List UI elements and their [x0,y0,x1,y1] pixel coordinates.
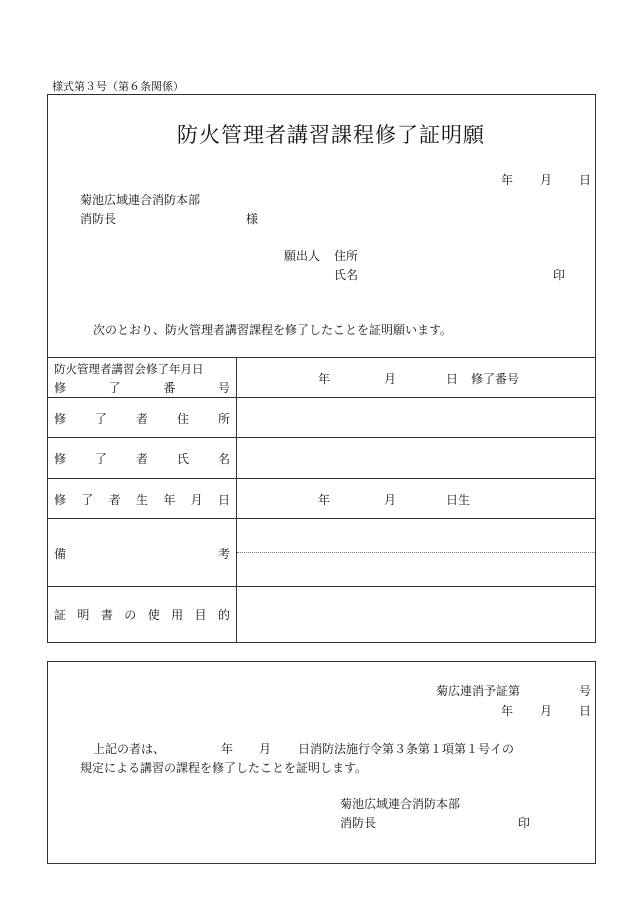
certificate-date-month: 月 [540,704,553,718]
completion-number-label: 修 了 番 号 [54,381,230,395]
certificate-text-year: 年 [221,742,234,756]
issuer-title: 消防長 [340,816,377,830]
certificate-purpose-label: 証 明 書 の 使 用 目 的 [54,608,230,622]
certificate-text-line2: 規定による講習の課程を修了したことを証明します。 [80,761,368,775]
recipient-organization: 菊池広域連合消防本部 [80,193,201,207]
completion-number-field-label: 修了番号 [471,372,520,386]
completion-date-label: 防火管理者講習会修了年月日 [54,362,204,376]
completion-day: 日 [446,372,459,386]
birth-year: 年 [318,493,331,507]
certificate-date-day: 日 [579,704,592,718]
graduate-birthdate-label: 修 了 者 生 年 月 日 [54,493,230,507]
graduate-name-label: 修 了 者 氏 名 [54,452,230,466]
certificate-date-year: 年 [501,704,514,718]
birth-day: 日生 [446,493,471,507]
request-statement: 次のとおり、防火管理者講習課程を修了したことを証明願います。 [93,323,453,337]
applicant-label: 願出人 [284,249,321,263]
issuer-seal-mark: 印 [518,816,531,830]
recipient-honorific: 様 [246,212,259,226]
applicant-seal-mark: 印 [553,268,566,282]
application-date-month: 月 [540,173,553,187]
certificate-text-month: 月 [259,742,272,756]
graduate-address-label: 修 了 者 住 所 [54,412,230,426]
certificate-text-rest: 日消防法施行令第３条第１項第１号イの [298,742,515,756]
completion-month: 月 [384,372,397,386]
application-form [47,94,596,643]
certificate-number-prefix: 菊広連消予証第 [436,684,521,698]
form-title: 防火管理者講習課程修了証明願 [177,123,485,147]
application-date-day: 日 [579,173,592,187]
applicant-address-label: 住所 [334,249,359,263]
recipient-title: 消防長 [80,212,117,226]
birth-month: 月 [384,493,397,507]
certificate-number-suffix: 号 [579,684,592,698]
form-reference: 様式第３号（第６条関係） [52,80,184,93]
remarks-label: 備 考 [54,547,230,561]
certificate-section [47,661,596,864]
application-date-year: 年 [501,173,514,187]
applicant-name-label: 氏名 [334,268,359,282]
certificate-text-start: 上記の者は、 [93,742,166,756]
issuer-organization: 菊池広域連合消防本部 [340,797,461,811]
completion-year: 年 [318,372,331,386]
